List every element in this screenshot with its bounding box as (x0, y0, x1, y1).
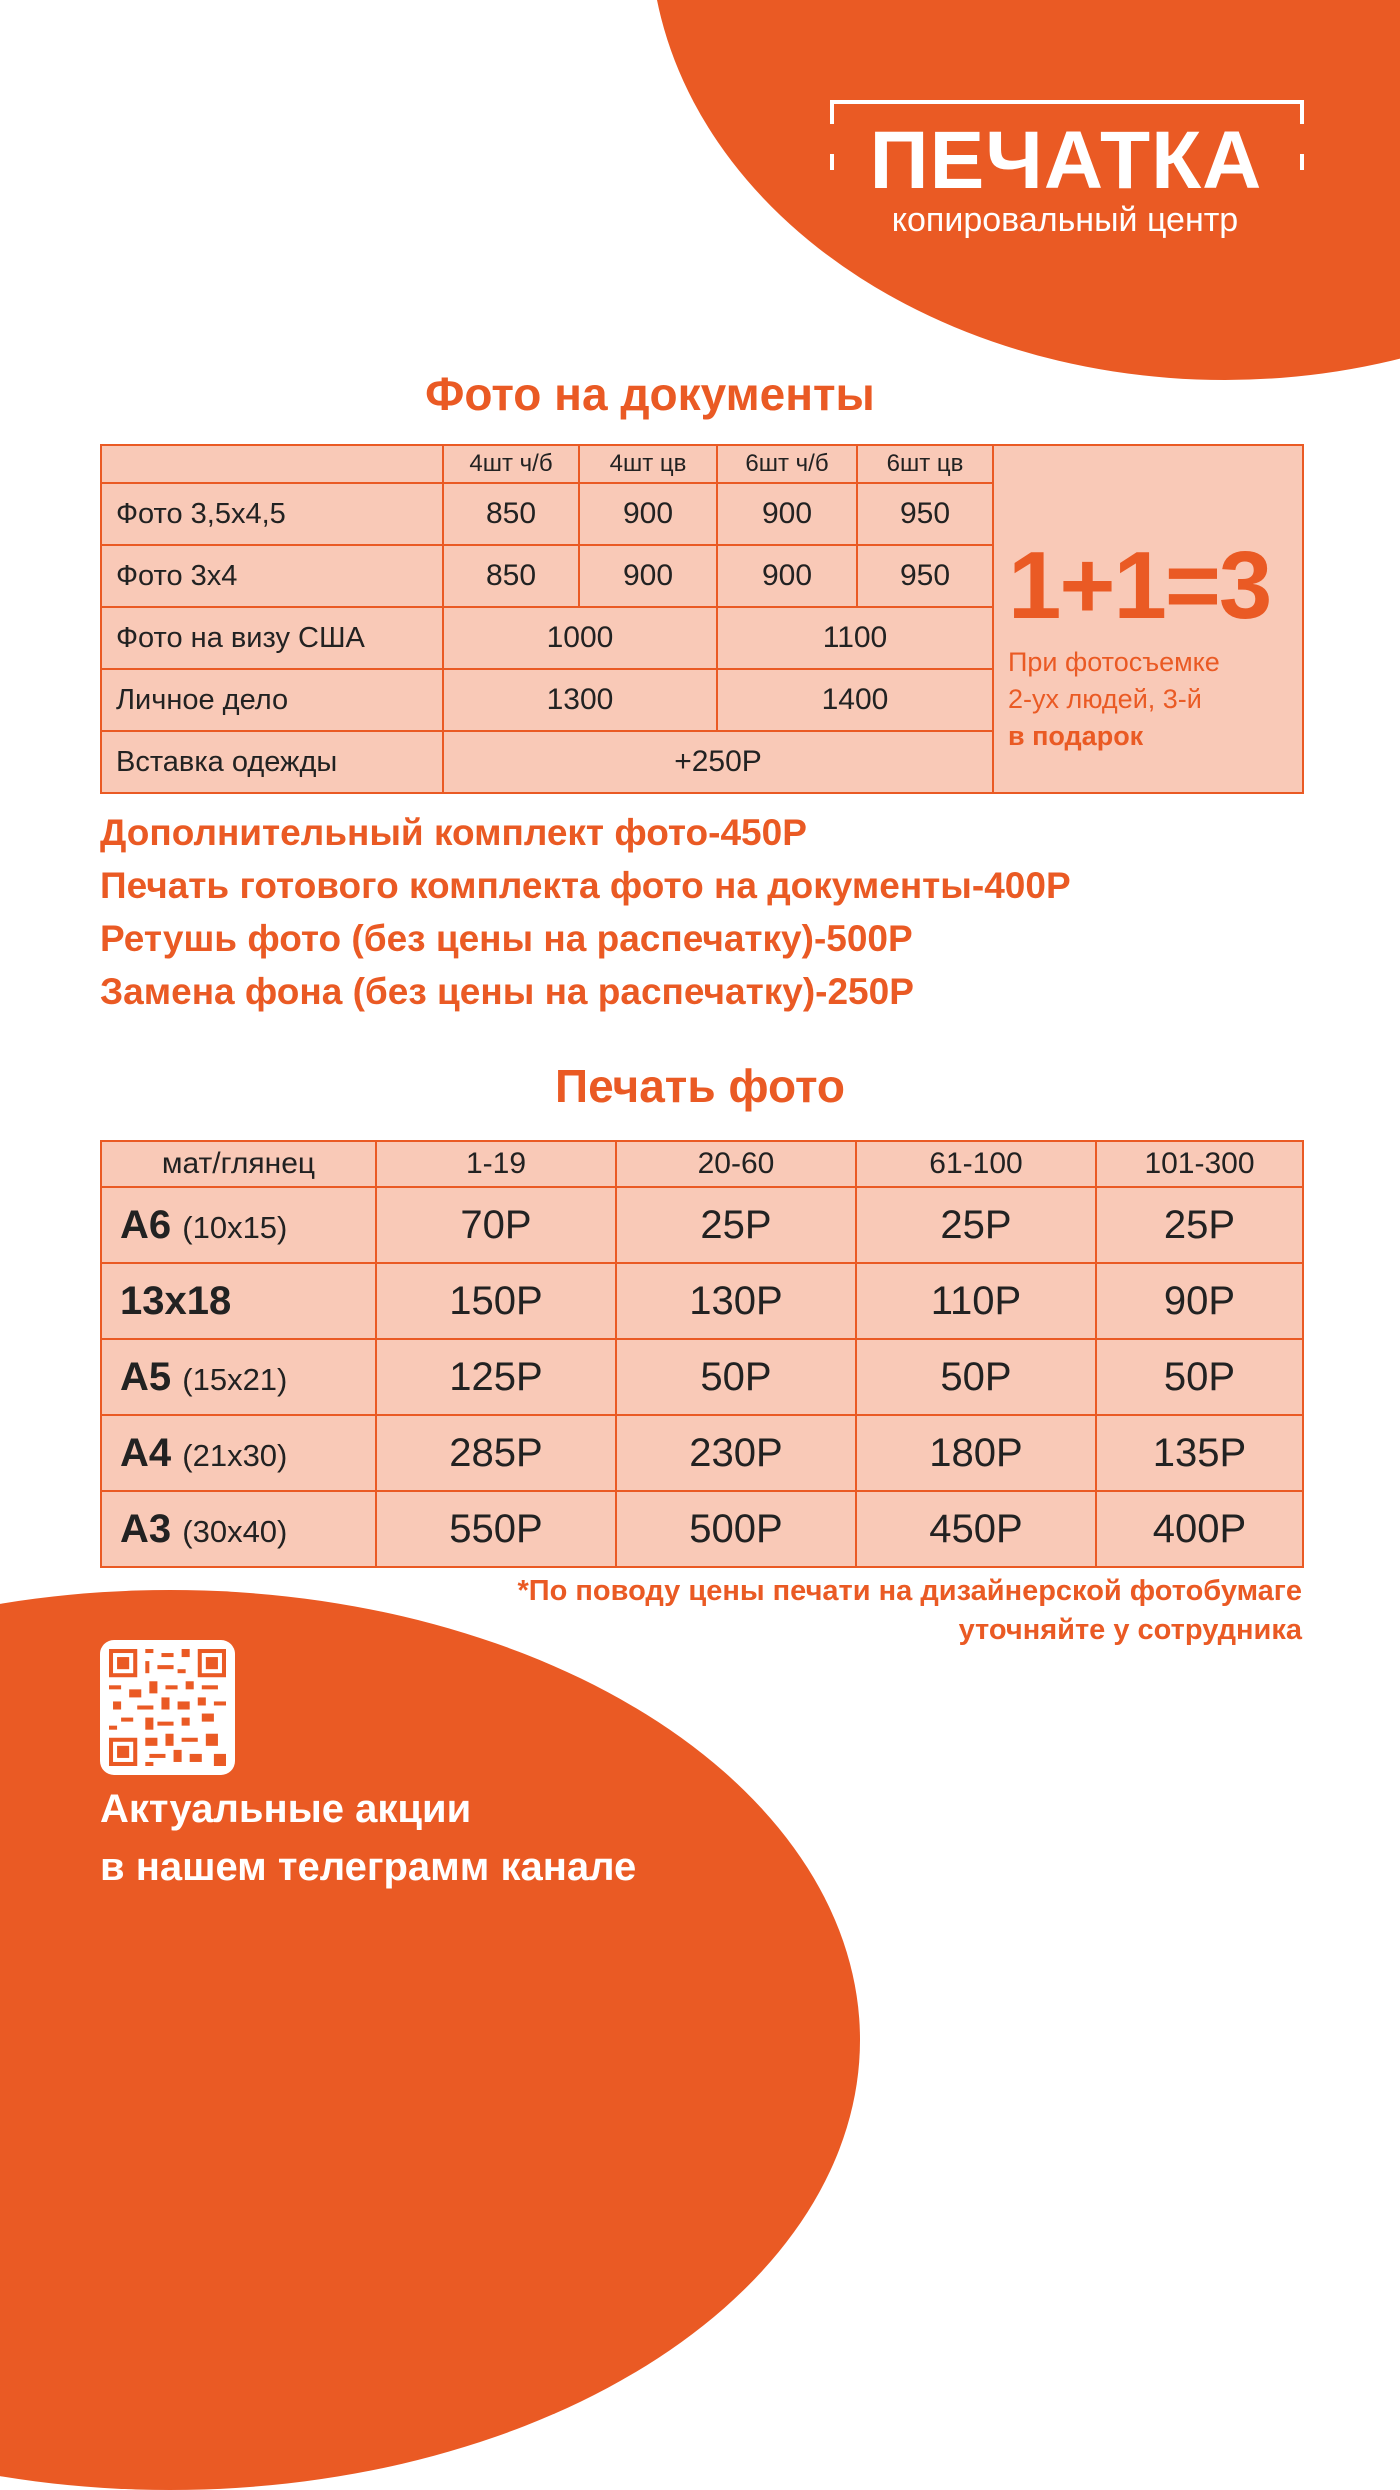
price-cell: 500Р (616, 1491, 856, 1567)
price-cell: 950 (857, 483, 993, 545)
row-label: Вставка одежды (101, 731, 443, 793)
promo-headline: 1+1=3 (1008, 532, 1271, 639)
price-cell: 450Р (856, 1491, 1096, 1567)
size-name: А6 (120, 1202, 172, 1247)
price-cell: 90Р (1096, 1263, 1303, 1339)
table-header: 1-19 (376, 1141, 616, 1187)
price-cell: 50Р (616, 1339, 856, 1415)
row-label: Личное дело (101, 669, 443, 731)
price-cell: 1000 (443, 607, 717, 669)
price-cell: 1100 (717, 607, 993, 669)
price-cell: 850 (443, 483, 579, 545)
table-header: 6шт цв (857, 445, 993, 483)
promo-line: При фотосъемке (1008, 647, 1220, 677)
table-header: 4шт ч/б (443, 445, 579, 483)
size-name: А4 (120, 1430, 172, 1475)
size-dims: (10х15) (182, 1209, 288, 1245)
note-line: уточняйте у сотрудника (958, 1614, 1302, 1646)
photo-print-table (100, 1140, 1304, 1568)
promo-line: 2-ух людей, 3-й (1008, 684, 1202, 714)
doc-photos-table (100, 444, 1304, 794)
table-header: 61-100 (856, 1141, 1096, 1187)
size-dims: (21х30) (182, 1437, 288, 1473)
size-name: 13х18 (120, 1278, 232, 1323)
doc-photos-title: Фото на документы (425, 368, 875, 420)
price-cell: 125Р (376, 1339, 616, 1415)
table-row (101, 1339, 1303, 1415)
size-cell (101, 1491, 376, 1567)
price-cell: +250Р (443, 731, 993, 793)
photo-print-title: Печать фото (555, 1060, 845, 1112)
note-line: *По поводу цены печати на дизайнерской фотобумаге (517, 1575, 1302, 1607)
extra-service-line: Замена фона (без цены на распечатку)-250Р (100, 971, 914, 1012)
price-cell: 180Р (856, 1415, 1096, 1491)
paper-note (518, 1572, 1302, 1650)
table-row (101, 1491, 1303, 1567)
row-label: Фото 3,5х4,5 (101, 483, 443, 545)
price-cell: 150Р (376, 1263, 616, 1339)
price-cell: 900 (717, 545, 857, 607)
qr-code-graphic (109, 1649, 226, 1766)
price-cell: 950 (857, 545, 993, 607)
price-cell: 900 (717, 483, 857, 545)
table-header: мат/глянец (101, 1141, 376, 1187)
size-cell (101, 1415, 376, 1491)
size-dims: (15х21) (182, 1361, 288, 1397)
price-cell: 230Р (616, 1415, 856, 1491)
logo (830, 100, 1300, 250)
table-header-empty (101, 445, 443, 483)
table-header: 101-300 (1096, 1141, 1303, 1187)
price-cell: 25Р (1096, 1187, 1303, 1263)
size-dims: (30х40) (182, 1513, 288, 1549)
size-cell (101, 1187, 376, 1263)
price-cell: 135Р (1096, 1415, 1303, 1491)
telegram-line: Актуальные акции (100, 1787, 472, 1831)
size-name: А3 (120, 1506, 172, 1551)
table-row (101, 1415, 1303, 1491)
extra-service-line: Дополнительный комплект фото-450Р (100, 812, 807, 853)
row-label: Фото на визу США (101, 607, 443, 669)
price-cell: 50Р (856, 1339, 1096, 1415)
logo-title: ПЕЧАТКА (869, 115, 1263, 206)
telegram-line: в нашем телеграмм канале (100, 1845, 637, 1889)
promo-gift: в подарок (1008, 721, 1144, 751)
size-cell (101, 1263, 376, 1339)
row-label: Фото 3х4 (101, 545, 443, 607)
telegram-promo (100, 1780, 636, 1896)
qr-code-icon[interactable] (100, 1640, 235, 1775)
price-cell: 400Р (1096, 1491, 1303, 1567)
price-cell: 1400 (717, 669, 993, 731)
table-row (101, 1263, 1303, 1339)
extra-service-line: Печать готового комплекта фото на документы-400Р (100, 865, 1071, 906)
price-cell: 900 (579, 545, 717, 607)
table-header: 6шт ч/б (717, 445, 857, 483)
table-header: 20-60 (616, 1141, 856, 1187)
price-cell: 110Р (856, 1263, 1096, 1339)
price-cell: 285Р (376, 1415, 616, 1491)
price-cell: 25Р (616, 1187, 856, 1263)
price-cell: 850 (443, 545, 579, 607)
price-cell: 550Р (376, 1491, 616, 1567)
promo-cell (993, 445, 1303, 793)
size-name: А5 (120, 1354, 172, 1399)
price-cell: 130Р (616, 1263, 856, 1339)
table-header: 4шт цв (579, 445, 717, 483)
logo-tagline: копировальный центр (891, 201, 1239, 239)
extra-services (100, 806, 1320, 1018)
price-cell: 70Р (376, 1187, 616, 1263)
price-cell: 25Р (856, 1187, 1096, 1263)
price-cell: 50Р (1096, 1339, 1303, 1415)
price-cell: 1300 (443, 669, 717, 731)
size-cell (101, 1339, 376, 1415)
price-cell: 900 (579, 483, 717, 545)
extra-service-line: Ретушь фото (без цены на распечатку)-500Р (100, 918, 913, 959)
table-row (101, 1187, 1303, 1263)
